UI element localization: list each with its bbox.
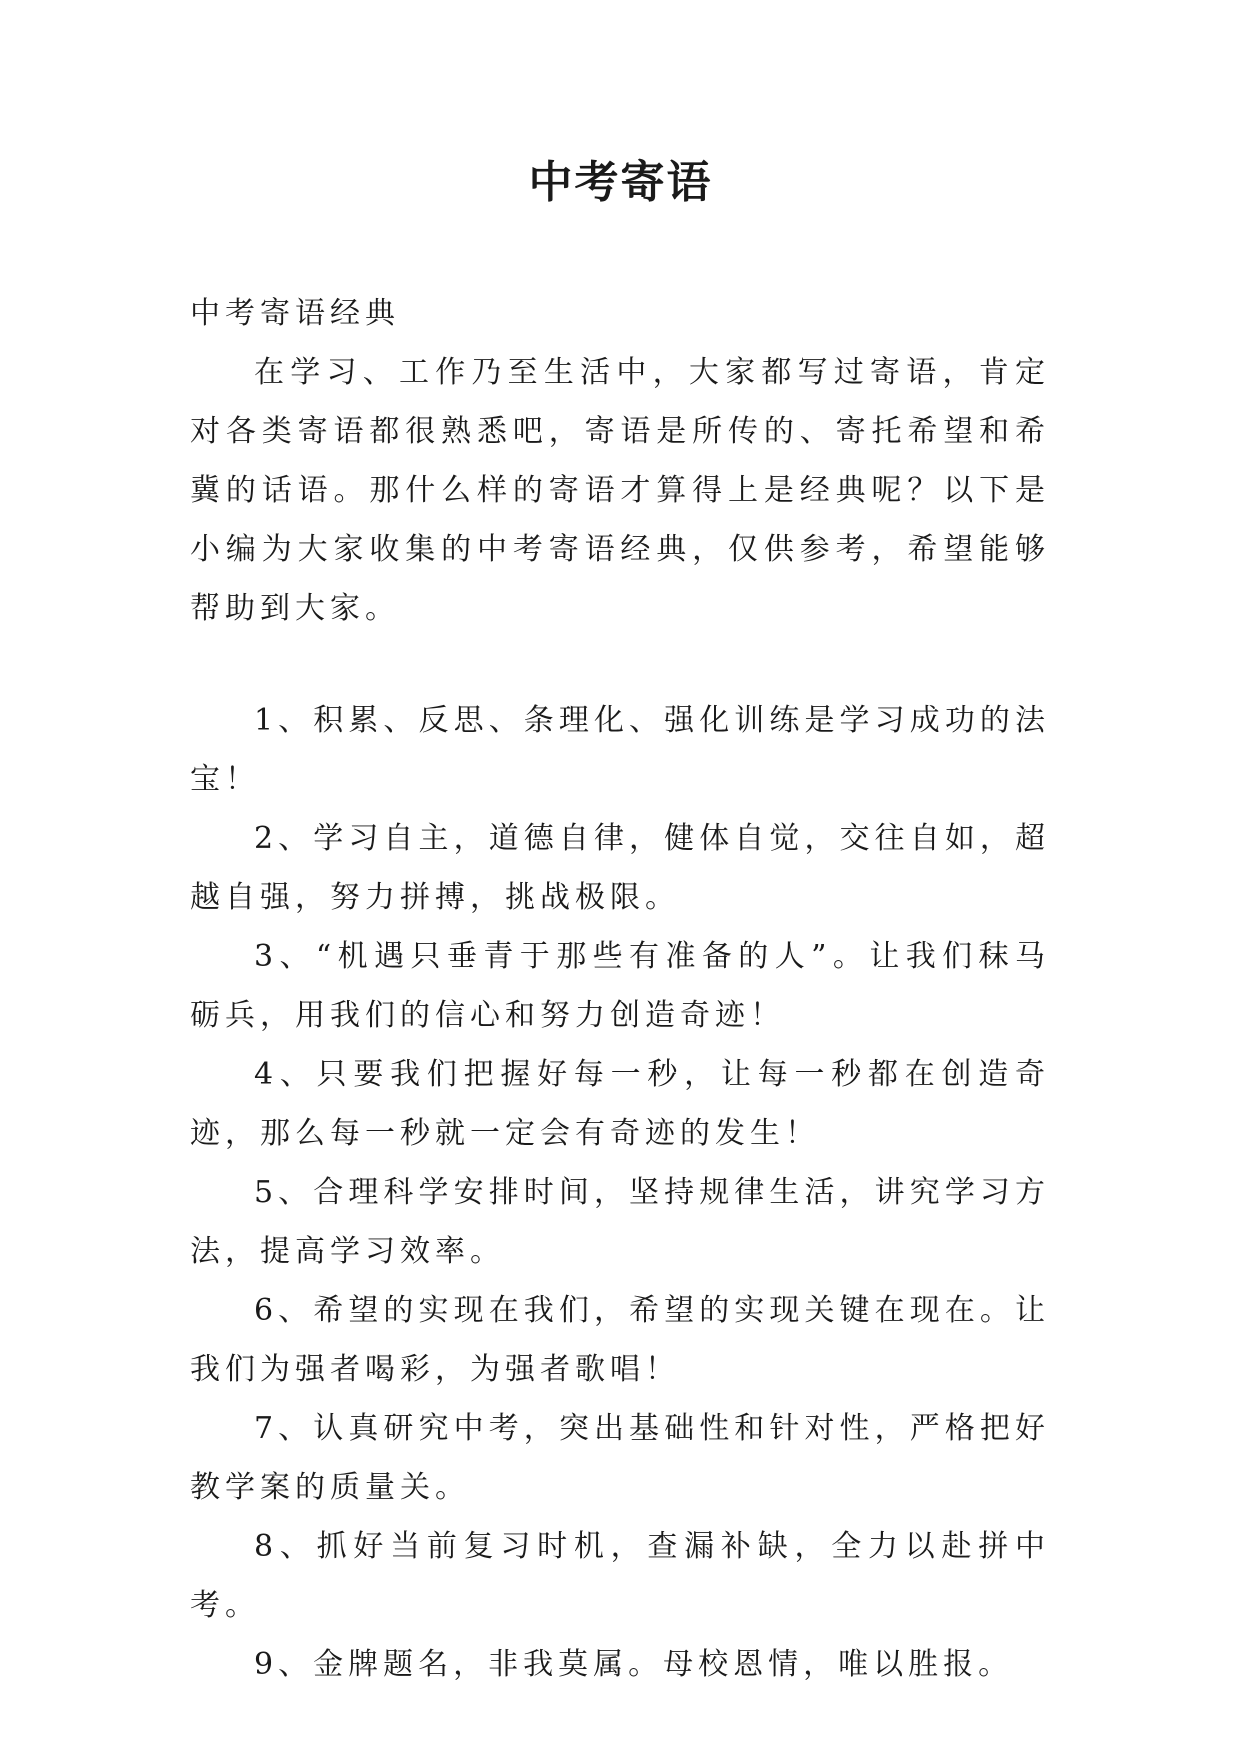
list-item: 1、积累、反思、条理化、强化训练是学习成功的法宝！ [190, 703, 1050, 797]
list-item: 2、学习自主，道德自律，健体自觉，交往自如，超越自强，努力拼搏，挑战极限。 [190, 821, 1050, 915]
list-item: 3、“机遇只垂青于那些有准备的人”。让我们秣马砺兵，用我们的信心和努力创造奇迹！ [190, 939, 1050, 1033]
document-title: 中考寄语 [528, 157, 713, 208]
list-item: 7、认真研究中考，突出基础性和针对性，严格把好教学案的质量关。 [190, 1411, 1050, 1505]
list-item: 5、合理科学安排时间，坚持规律生活，讲究学习方法，提高学习效率。 [190, 1175, 1050, 1269]
list-item: 8、抓好当前复习时机，查漏补缺，全力以赴拼中考。 [190, 1529, 1050, 1623]
list-item: 4、只要我们把握好每一秒，让每一秒都在创造奇迹，那么每一秒就一定会有奇迹的发生！ [190, 1057, 1050, 1151]
intro-paragraph: 在学习、工作乃至生活中，大家都写过寄语，肯定对各类寄语都很熟悉吧，寄语是所传的、寄托希望和希冀的话语。那什么样的寄语才算得上是经典呢？以下是小编为大家收集的中考寄语经典，仅供参考，希望能够帮助到大家。 [190, 355, 1050, 626]
document-subtitle: 中考寄语经典 [190, 296, 400, 331]
message-list [190, 691, 1050, 1694]
list-item: 9、金牌题名，非我莫属。母校恩情，唯以胜报。 [254, 1647, 1014, 1682]
list-item: 6、希望的实现在我们，希望的实现关键在现在。让我们为强者喝彩，为强者歌唱！ [190, 1293, 1050, 1387]
